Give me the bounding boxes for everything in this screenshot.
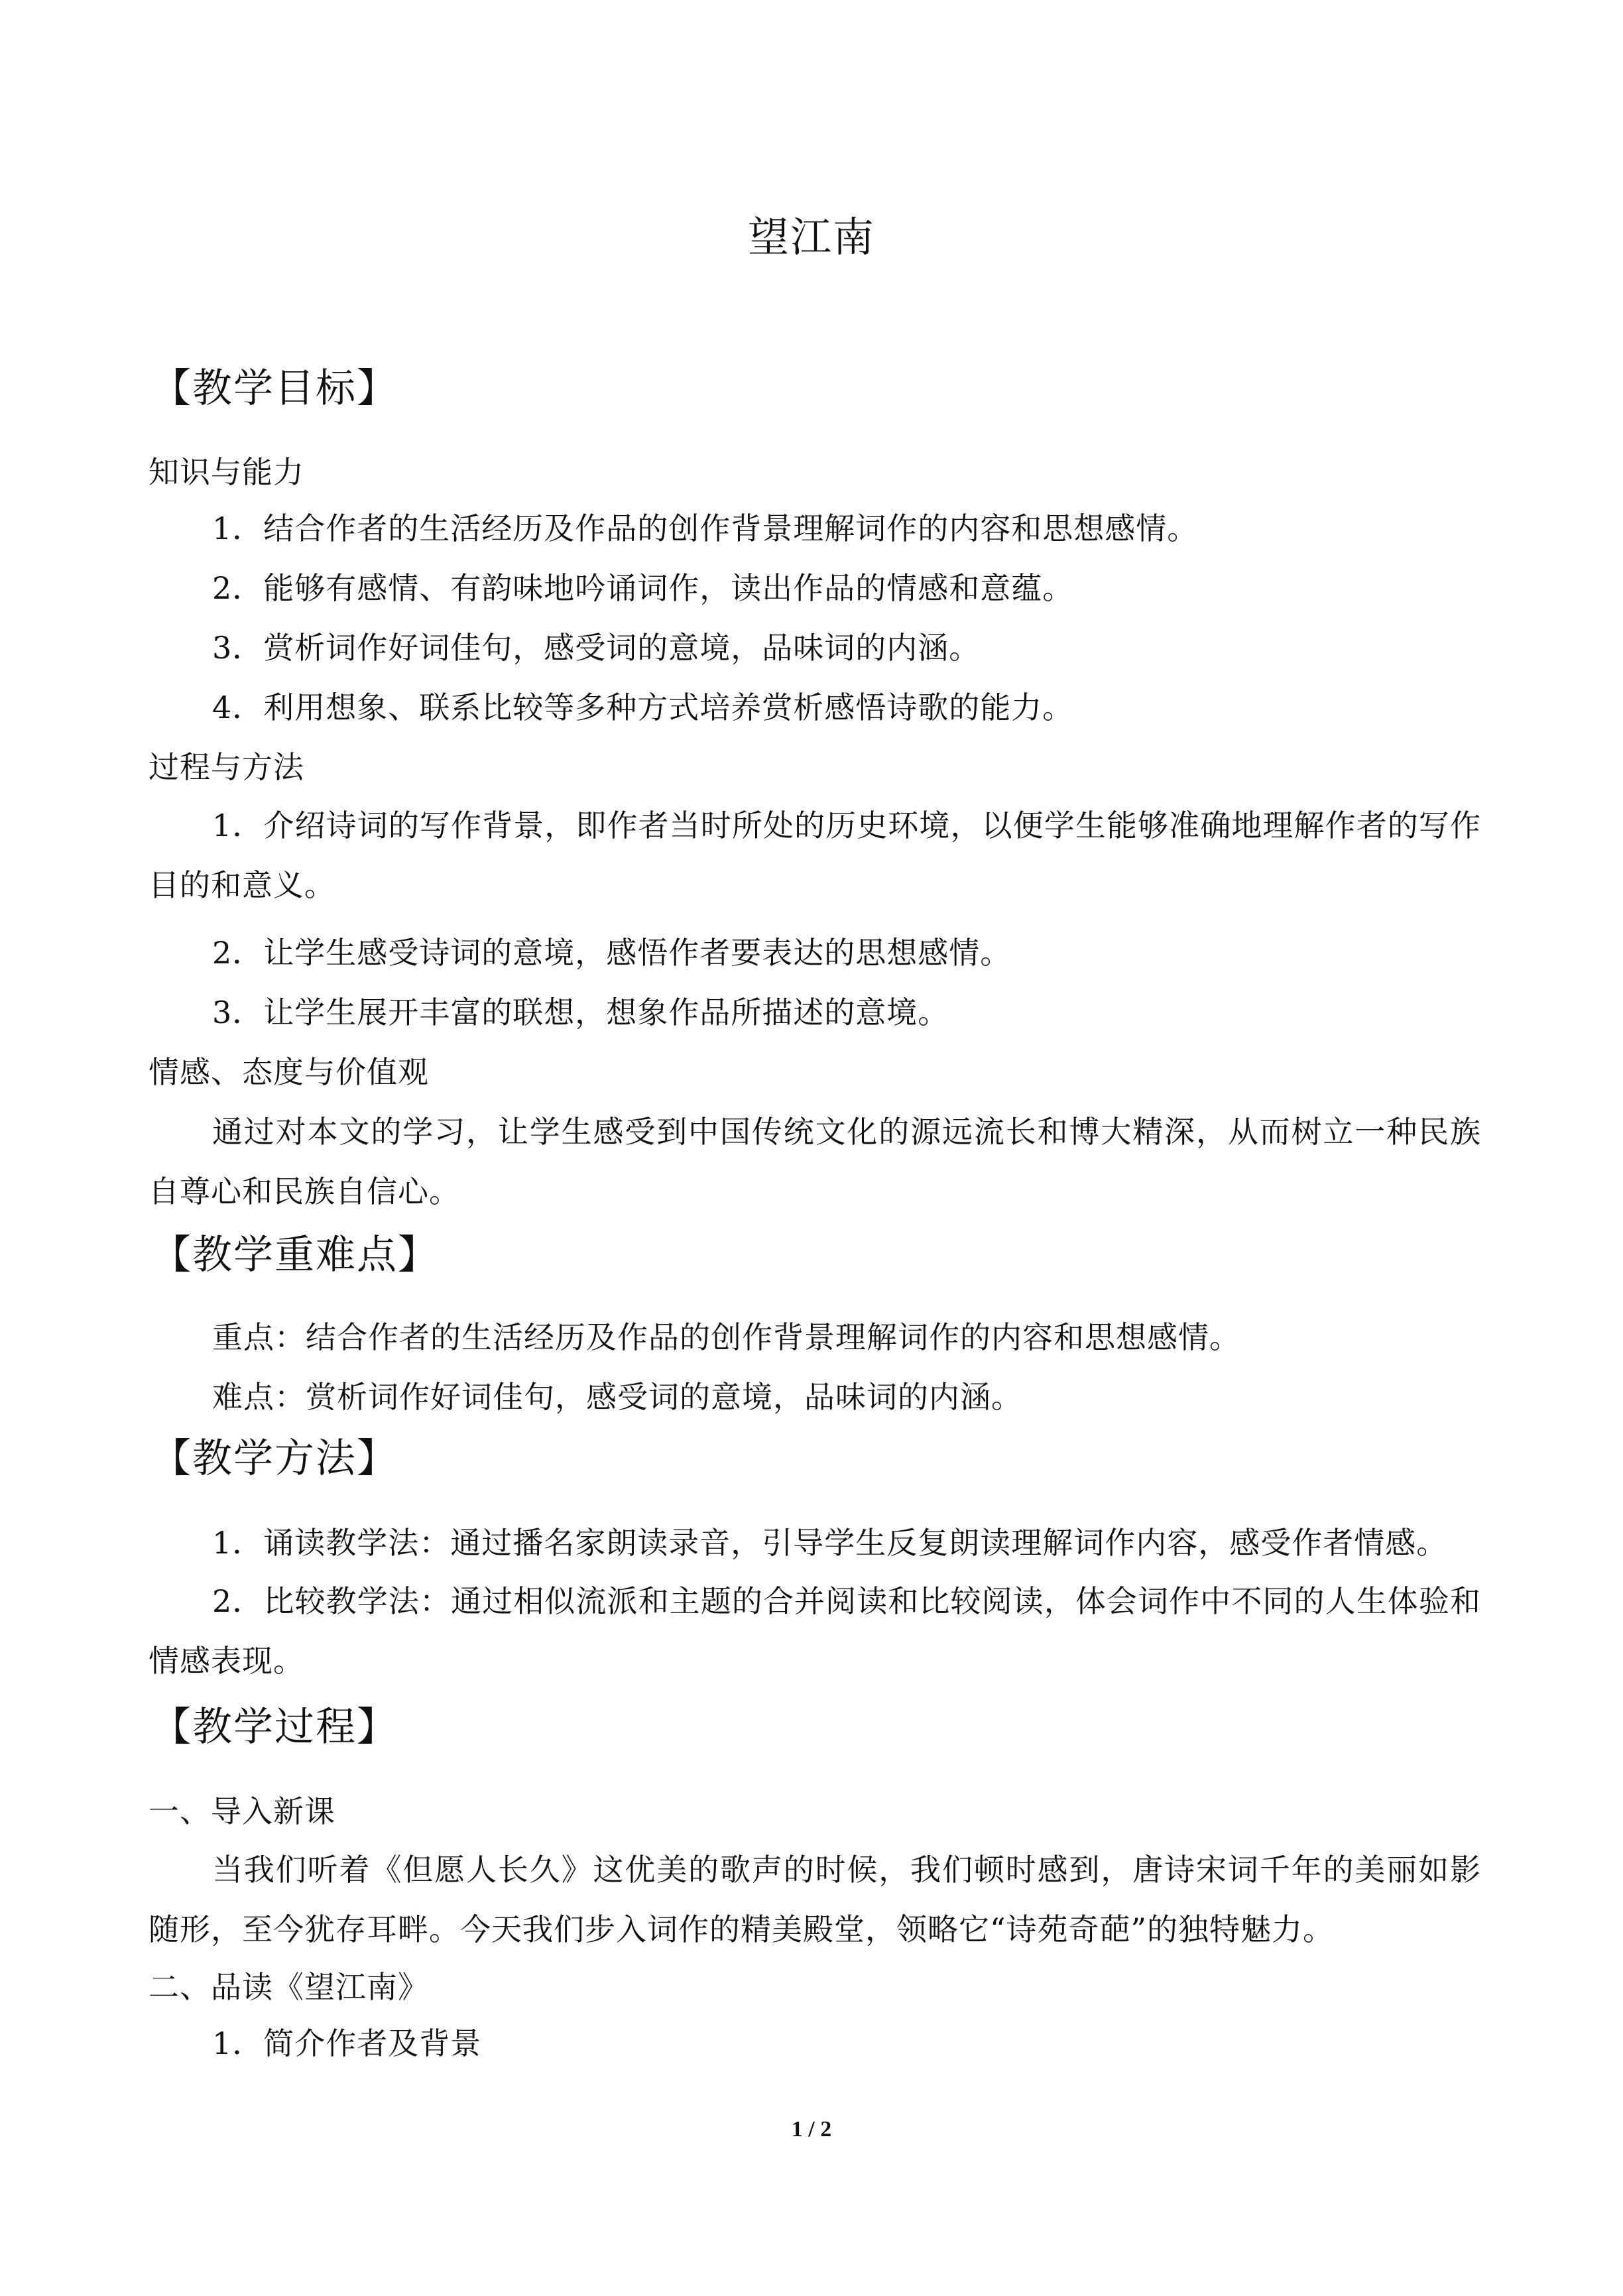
section-heading-process: 【教学过程】	[151, 1704, 398, 1750]
section-heading-key-points: 【教学重难点】	[151, 1232, 439, 1278]
subheading-reading: 二、品读《望江南》	[149, 1969, 429, 2005]
emotion-paragraph: 通过对本文的学习，让学生感受到中国传统文化的源远流长和博大精深，从而树立一种民族自尊心和民族自信心。	[149, 1114, 1481, 1209]
method-item-1: 1．诵读教学法：通过播名家朗读录音，引导学生反复朗读理解词作内容，感受作者情感。	[212, 1525, 1448, 1561]
difficulty-item: 难点：赏析词作好词佳句，感受词的意境，品味词的内涵。	[212, 1379, 1022, 1415]
subheading-process-method: 过程与方法	[149, 749, 304, 785]
method-item-2: 2．比较教学法：通过相似流派和主题的合并阅读和比较阅读，体会词作中不同的人生体验和情感表现。	[149, 1583, 1481, 1679]
subheading-intro: 一、导入新课	[149, 1793, 335, 1829]
key-point-item: 重点：结合作者的生活经历及作品的创作背景理解词作的内容和思想感情。	[212, 1319, 1240, 1355]
knowledge-item-3: 3．赏析词作好词佳句，感受词的意境，品味词的内涵。	[212, 630, 981, 666]
process-item-1: 1．介绍诗词的写作背景，即作者当时所处的历史环境，以便学生能够准确地理解作者的写作目的和意义。	[149, 808, 1481, 903]
intro-paragraph: 当我们听着《但愿人长久》这优美的歌声的时候，我们顿时感到，唐诗宋词千年的美丽如影随形，至今犹存耳畔。今天我们步入词作的精美殿堂，领略它“诗苑奇葩”的独特魅力。	[149, 1852, 1481, 1947]
process-item-3: 3．让学生展开丰富的联想，想象作品所描述的意境。	[212, 995, 949, 1030]
process-item-2: 2．让学生感受诗词的意境，感悟作者要表达的思想感情。	[212, 935, 1012, 971]
page-number: 1 / 2	[791, 2117, 832, 2142]
knowledge-item-2: 2．能够有感情、有韵味地吟诵词作，读出作品的情感和意蕴。	[212, 570, 1074, 606]
document-title: 望江南	[747, 213, 875, 261]
reading-item-1: 1．简介作者及背景	[212, 2025, 482, 2061]
knowledge-item-4: 4．利用想象、联系比较等多种方式培养赏析感悟诗歌的能力。	[212, 690, 1074, 725]
section-heading-methods: 【教学方法】	[151, 1435, 398, 1482]
subheading-knowledge: 知识与能力	[149, 454, 304, 490]
section-heading-objectives: 【教学目标】	[151, 365, 398, 412]
knowledge-item-1: 1．结合作者的生活经历及作品的创作背景理解词作的内容和思想感情。	[212, 511, 1199, 546]
subheading-emotion-values: 情感、态度与价值观	[149, 1054, 429, 1090]
